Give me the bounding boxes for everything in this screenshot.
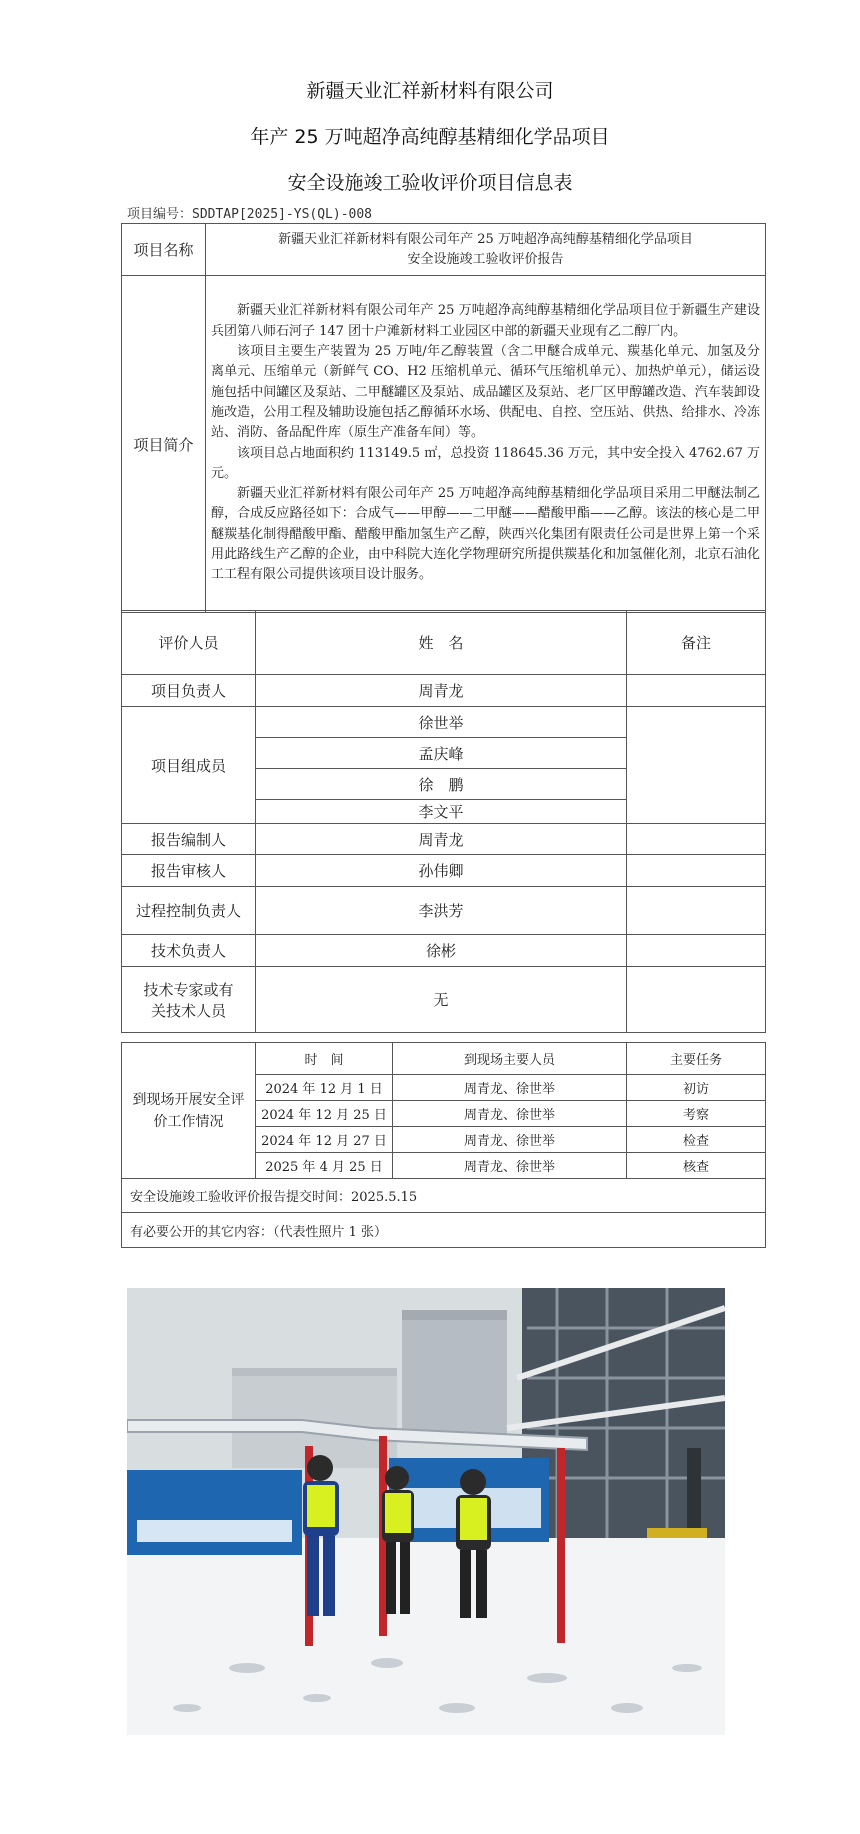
- table-title: 安全设施竣工验收评价项目信息表: [287, 172, 573, 194]
- personnel-row: [122, 967, 766, 1033]
- project-info-table: [121, 223, 766, 613]
- visit-people: 周青龙、徐世举: [393, 1153, 627, 1179]
- remark-cell: [627, 855, 766, 887]
- visit-task: 核查: [627, 1153, 766, 1179]
- visit-task: 检查: [627, 1127, 766, 1153]
- representative-photo: [127, 1288, 725, 1735]
- submit-time: 安全设施竣工验收评价报告提交时间：2025.5.15: [122, 1179, 766, 1213]
- company-title: 新疆天业汇祥新材料有限公司: [306, 80, 554, 102]
- person-name: 周青龙: [256, 824, 627, 855]
- remark-cell: [627, 675, 766, 707]
- person-name: 周青龙: [256, 675, 627, 707]
- visit-people: 周青龙、徐世举: [393, 1127, 627, 1153]
- red-pole: [557, 1448, 565, 1643]
- project-intro-row: [122, 276, 766, 613]
- leader-row: [122, 675, 766, 707]
- header-time: 时 间: [256, 1043, 393, 1075]
- header-task: 主要任务: [627, 1043, 766, 1075]
- submit-time-row: [122, 1179, 766, 1213]
- project-intro-label: 项目简介: [122, 276, 206, 613]
- header-people: 到现场主要人员: [393, 1043, 627, 1075]
- visit-date: 2024 年 12 月 25 日: [256, 1101, 393, 1127]
- header-evaluator: 评价人员: [122, 611, 256, 675]
- project-name-label: 项目名称: [122, 224, 206, 276]
- visit-people: 周青龙、徐世举: [393, 1101, 627, 1127]
- personnel-row: [122, 855, 766, 887]
- person-name: 李洪芳: [256, 887, 627, 935]
- personnel-header-row: [122, 611, 766, 675]
- project-name-row: [122, 224, 766, 276]
- header-remarks: 备注: [627, 611, 766, 675]
- role-label: 报告编制人: [122, 824, 256, 855]
- role-label: 报告审核人: [122, 855, 256, 887]
- person-name: 孙伟卿: [256, 855, 627, 887]
- intro-paragraph: 新疆天业汇祥新材料有限公司年产 25 万吨超净高纯醇基精细化学品项目位于新疆生产建设兵团第八师石河子 147 团十户滩新材料工业园区中部的新疆天业现有乙二醇厂内。: [211, 303, 760, 339]
- other-content-row: [122, 1213, 766, 1248]
- project-title: 年产 25 万吨超净高纯醇基精细化学品项目: [250, 126, 610, 148]
- other-content: 有必要公开的其它内容：（代表性照片 1 张）: [122, 1213, 766, 1248]
- project-intro-cell: [206, 276, 766, 613]
- role-label: 项目负责人: [122, 675, 256, 707]
- member-row: [122, 707, 766, 738]
- building-left: [232, 1368, 397, 1468]
- person-name: 孟庆峰: [256, 738, 627, 769]
- role-label: 过程控制负责人: [122, 887, 256, 935]
- site-photo-illustration: [127, 1288, 725, 1735]
- remark-cell: [627, 824, 766, 855]
- visit-date: 2025 年 4 月 25 日: [256, 1153, 393, 1179]
- visit-date: 2024 年 12 月 1 日: [256, 1075, 393, 1101]
- intro-paragraph: 该项目主要生产装置为 25 万吨/年乙醇装置（含二甲醚合成单元、羰基化单元、加氢及分离单元、压缩单元（新鲜气 CO、H2 压缩机单元、循环气压缩机单元）、加热炉单元），储运设施包括中间罐区及泵站、二甲醚罐区及泵站、成品罐区及泵站、老厂区甲醇罐改造、汽车装卸设施改造，公用工程及辅助设施包括乙醇循环水场、供配电、自控、空压站、供热、给排水、冷冻站、消防、备品配件库（原生产准备车间）等。: [211, 344, 760, 441]
- site-work-table: [121, 1042, 766, 1248]
- intro-paragraph: 该项目总占地面积约 113149.5 ㎡，总投资 118645.36 万元，其中安全投入 4762.67 万元。: [211, 445, 760, 481]
- site-work-header-row: [122, 1043, 766, 1075]
- personnel-row: [122, 887, 766, 935]
- remark-cell: [627, 967, 766, 1033]
- remark-cell: [627, 887, 766, 935]
- header-name: 姓 名: [256, 611, 627, 675]
- project-name-line-2: 安全设施竣工验收评价报告: [407, 251, 564, 267]
- personnel-row: [122, 935, 766, 967]
- site-work-label: 到现场开展安全评价工作情况: [122, 1043, 256, 1179]
- intro-paragraph: 新疆天业汇祥新材料有限公司年产 25 万吨超净高纯醇基精细化学品项目采用二甲醚法制乙醇，合成反应路径如下：合成气——甲醇——二甲醚——醋酸甲酯——乙醇。该法的核心是二甲醚羰基化制得醋酸甲酯、醋酸甲酯加氢生产乙醇，陕西兴化集团有限责任公司是世界上第一个采用此路线生产乙醇的企业，由中科院大连化学物理研究所提供羰基化和加氢催化剂，北京石油化工工程有限公司提供该项目设计服务。: [211, 486, 760, 583]
- visit-people: 周青龙、徐世举: [393, 1075, 627, 1101]
- visit-task: 初访: [627, 1075, 766, 1101]
- display-board-left: [127, 1470, 302, 1555]
- project-name-cell: [206, 224, 766, 276]
- person-name: 徐彬: [256, 935, 627, 967]
- project-name-line-1: 新疆天业汇祥新材料有限公司年产 25 万吨超净高纯醇基精细化学品项目: [278, 231, 693, 247]
- project-code: 项目编号：SDDTAP[2025]-YS(QL)-008: [127, 207, 373, 222]
- role-label: 技术专家或有关技术人员: [122, 967, 256, 1033]
- building-center: [402, 1310, 507, 1435]
- personnel-row: [122, 824, 766, 855]
- personnel-table: [121, 610, 766, 1033]
- person-name: 徐 鹏: [256, 769, 627, 800]
- person-name: 徐世举: [256, 707, 627, 738]
- visit-task: 考察: [627, 1101, 766, 1127]
- role-label: 技术负责人: [122, 935, 256, 967]
- visit-date: 2024 年 12 月 27 日: [256, 1127, 393, 1153]
- remark-cell: [627, 707, 766, 824]
- remark-cell: [627, 935, 766, 967]
- person-name: 李文平: [256, 800, 627, 824]
- person-name: 无: [256, 967, 627, 1033]
- role-label: 项目组成员: [122, 707, 256, 824]
